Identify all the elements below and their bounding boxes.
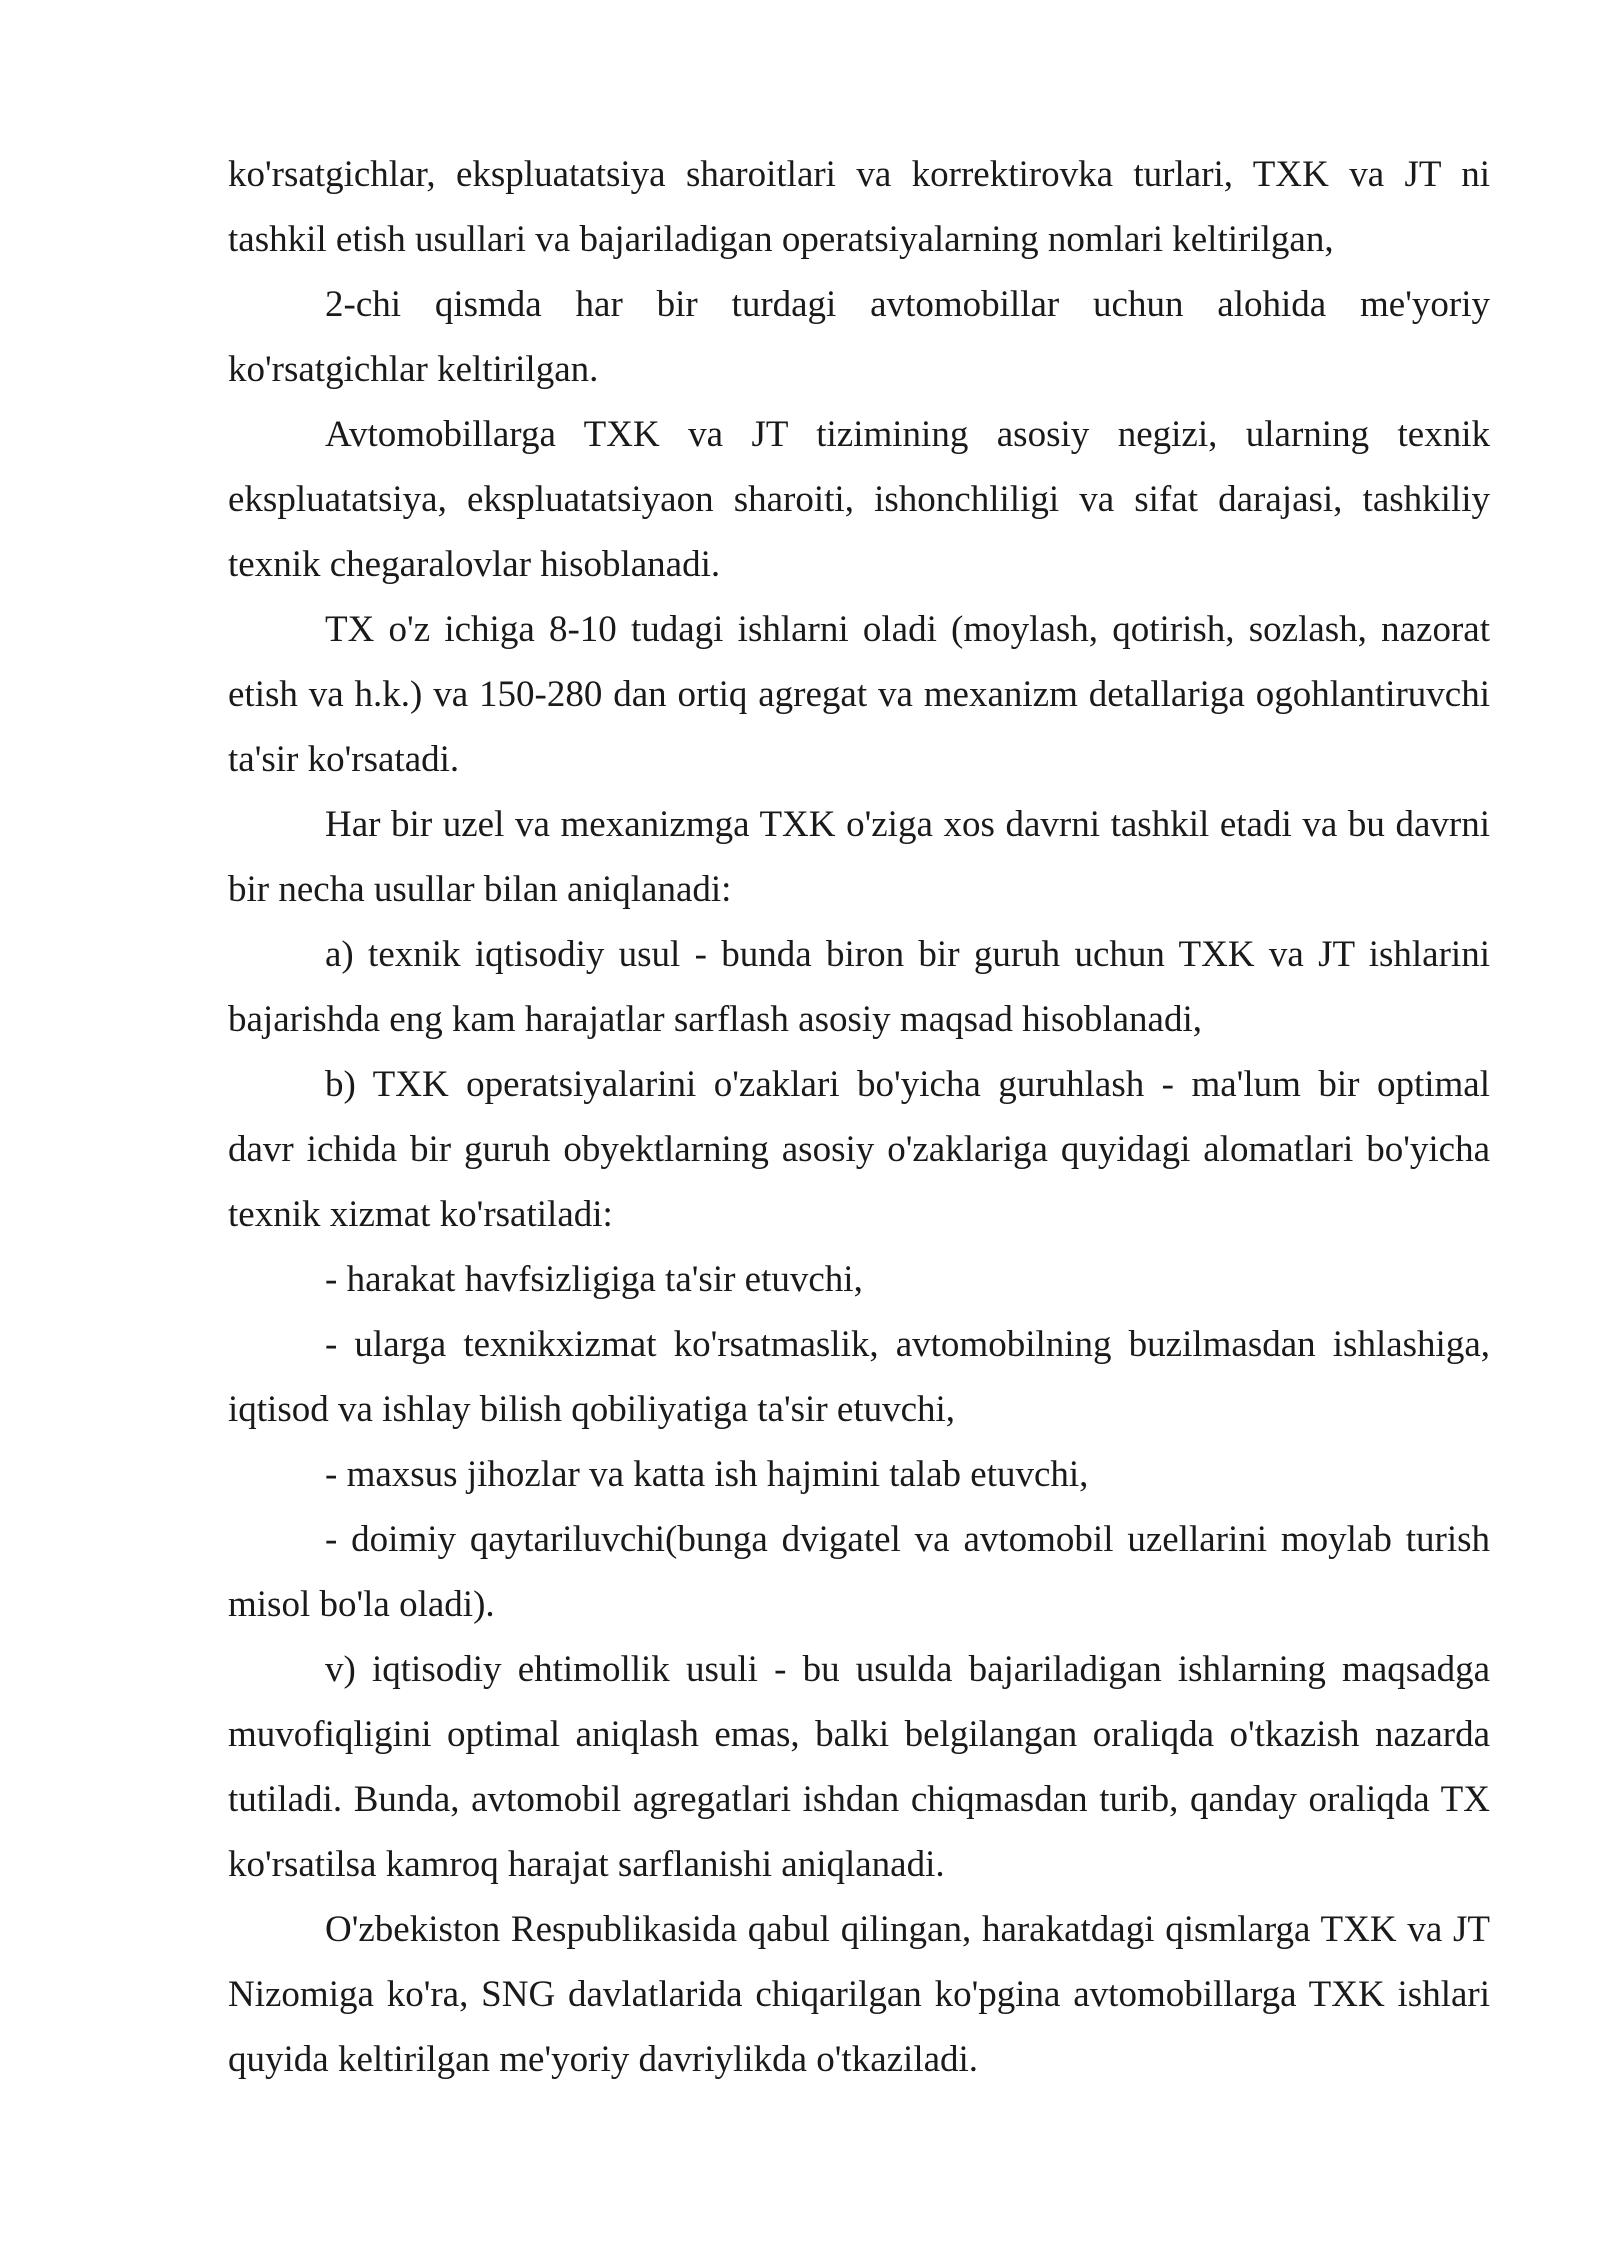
bullet-item-1: - harakat havfsizligiga ta'sir etuvchi, — [325, 1259, 863, 1300]
paragraph-3: Avtomobillarga TXK va JT tizimining asosiy negizi, ularning texnik ekspluatatsiya, ekspluatatsiyaon sharoiti, ishonchliligi va sifat darajasi, tashkiliy texnik chegaralovlar hisoblanadi. — [228, 414, 1490, 585]
paragraph-5: Har bir uzel va mexanizmga TXK o'ziga xos davrni tashkil etadi va bu davrni bir necha usullar bilan aniqlanadi: — [228, 804, 1490, 910]
list-item-v: v) iqtisodiy ehtimollik usuli - bu usulda bajariladigan ishlarning maqsadga muvofiqligini optimal aniqlash emas, balki belgilangan oraliqda o'tkazish nazarda tutiladi. Bunda, avtomobil agregatlari ishdan chiqmasdan turib, qanday oraliqda TX ko'rsatilsa kamroq harajat sarflanishi aniqlanadi. — [228, 1649, 1490, 1885]
paragraph-1: ko'rsatgichlar, ekspluatatsiya sharoitlari va korrektirovka turlari, TXK va JT ni tashkil etish usullari va bajariladigan operatsiyalarning nomlari keltirilgan, — [228, 154, 1490, 260]
list-item-b: b) TXK operatsiyalarini o'zaklari bo'yicha guruhlash - ma'lum bir optimal davr ichida bir guruh obyektlarning asosiy o'zaklariga quyidagi alomatlari bo'yicha texnik xizmat ko'rsatiladi: — [228, 1064, 1490, 1235]
bullet-item-2: - ularga texnikxizmat ko'rsatmaslik, avtomobilning buzilmasdan ishlashiga, iqtisod va ishlay bilish qobiliyatiga ta'sir etuvchi, — [228, 1324, 1490, 1430]
paragraph-2: 2-chi qismda har bir turdagi avtomobillar uchun alohida me'yoriy ko'rsatgichlar keltirilgan. — [228, 284, 1490, 390]
paragraph-final: O'zbekiston Respublikasida qabul qilingan, harakatdagi qismlarga TXK va JT Nizomiga ko'ra, SNG davlatlarida chiqarilgan ko'pgina avtomobillarga TXK ishlari quyida keltirilgan me'yoriy davriylikda o'tkaziladi. — [228, 1909, 1490, 2080]
document-page — [228, 142, 1490, 2092]
bullet-item-3: - maxsus jihozlar va katta ish hajmini talab etuvchi, — [325, 1454, 1089, 1495]
bullet-item-4: - doimiy qaytariluvchi(bunga dvigatel va avtomobil uzellarini moylab turish misol bo'la oladi). — [228, 1519, 1490, 1625]
list-item-a: a) texnik iqtisodiy usul - bunda biron bir guruh uchun TXK va JT ishlarini bajarishda eng kam harajatlar sarflash asosiy maqsad hisoblanadi, — [228, 934, 1490, 1040]
paragraph-4: TX o'z ichiga 8-10 tudagi ishlarni oladi (moylash, qotirish, sozlash, nazorat etish va h.k.) va 150-280 dan ortiq agregat va mexanizm detallariga ogohlantiruvchi ta'sir ko'rsatadi. — [228, 609, 1490, 780]
